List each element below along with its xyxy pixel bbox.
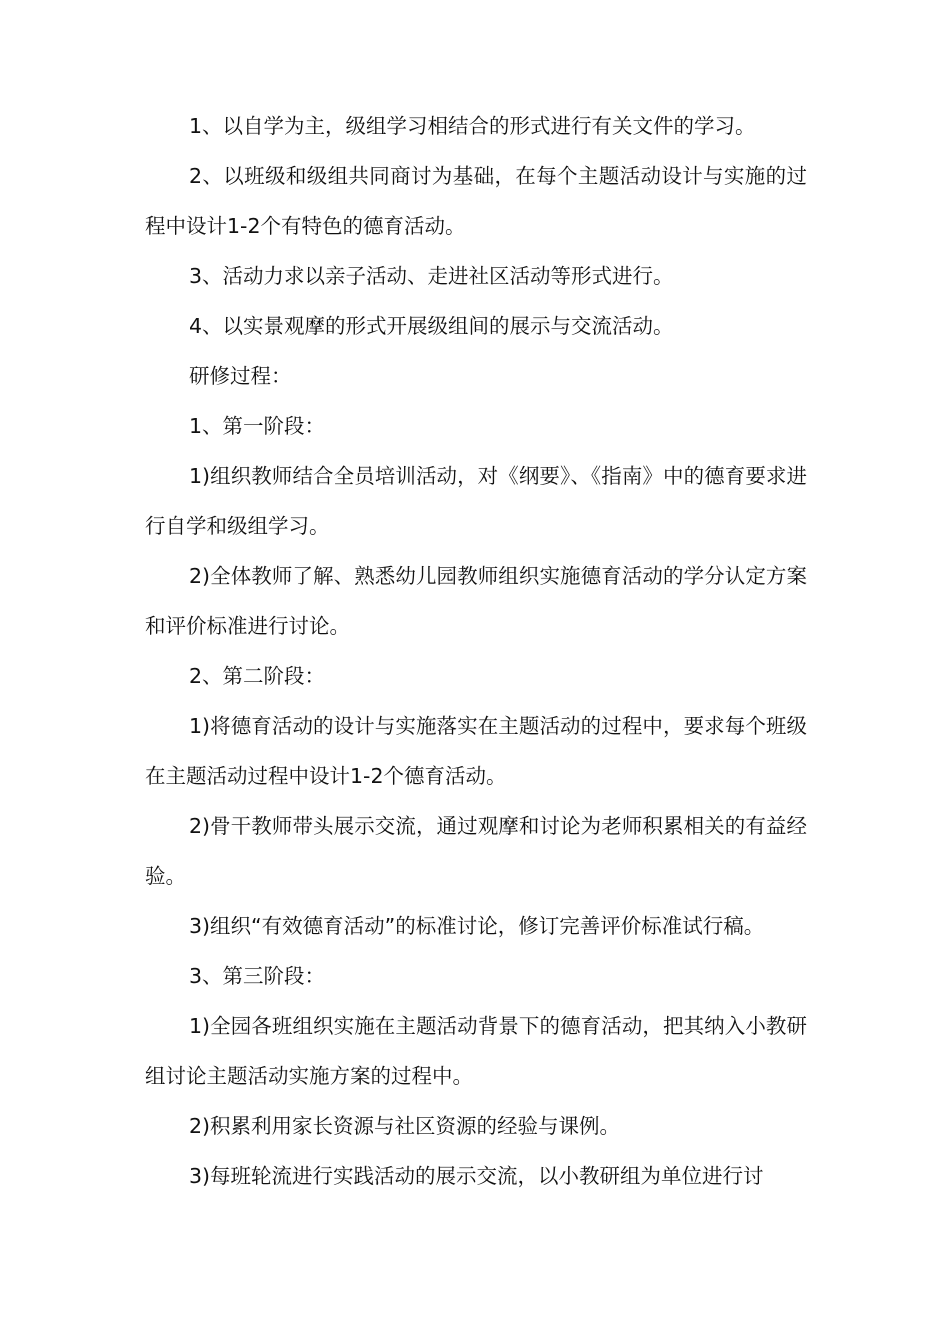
stage2-item-1: 1)将德育活动的设计与实施落实在主题活动的过程中，要求每个班级在主题活动过程中设计1-2个德育活动。 (145, 714, 807, 788)
stage3-item-3: 3)每班轮流进行实践活动的展示交流，以小教研组为单位进行讨 (189, 1164, 764, 1188)
stage2-item-3: 3)组织“有效德育活动”的标准讨论，修订完善评价标准试行稿。 (189, 914, 765, 938)
stage3-item-1: 1)全园各班组织实施在主题活动背景下的德育活动，把其纳入小教研组讨论主题活动实施方案的过程中。 (145, 1014, 807, 1088)
paragraph-1: 1、以自学为主，级组学习相结合的形式进行有关文件的学习。 (189, 114, 756, 138)
section-heading-process: 研修过程： (189, 364, 292, 388)
document-body (145, 101, 807, 1201)
stage-heading-2: 2、第二阶段： (189, 664, 326, 688)
paragraph-2: 2、以班级和级组共同商讨为基础，在每个主题活动设计与实施的过程中设计1-2个有特色的德育活动。 (145, 164, 807, 238)
paragraph-3: 3、活动力求以亲子活动、走进社区活动等形式进行。 (189, 264, 674, 288)
stage1-item-2: 2)全体教师了解、熟悉幼儿园教师组织实施德育活动的学分认定方案和评价标准进行讨论。 (145, 564, 807, 638)
stage2-item-2: 2)骨干教师带头展示交流，通过观摩和讨论为老师积累相关的有益经验。 (145, 814, 807, 888)
stage-heading-3: 3、第三阶段： (189, 964, 326, 988)
stage1-item-1: 1)组织教师结合全员培训活动，对《纲要》、《指南》中的德育要求进行自学和级组学习。 (145, 464, 807, 538)
stage3-item-2: 2)积累利用家长资源与社区资源的经验与课例。 (189, 1114, 621, 1138)
stage-heading-1: 1、第一阶段： (189, 414, 326, 438)
paragraph-4: 4、以实景观摩的形式开展级组间的展示与交流活动。 (189, 314, 674, 338)
